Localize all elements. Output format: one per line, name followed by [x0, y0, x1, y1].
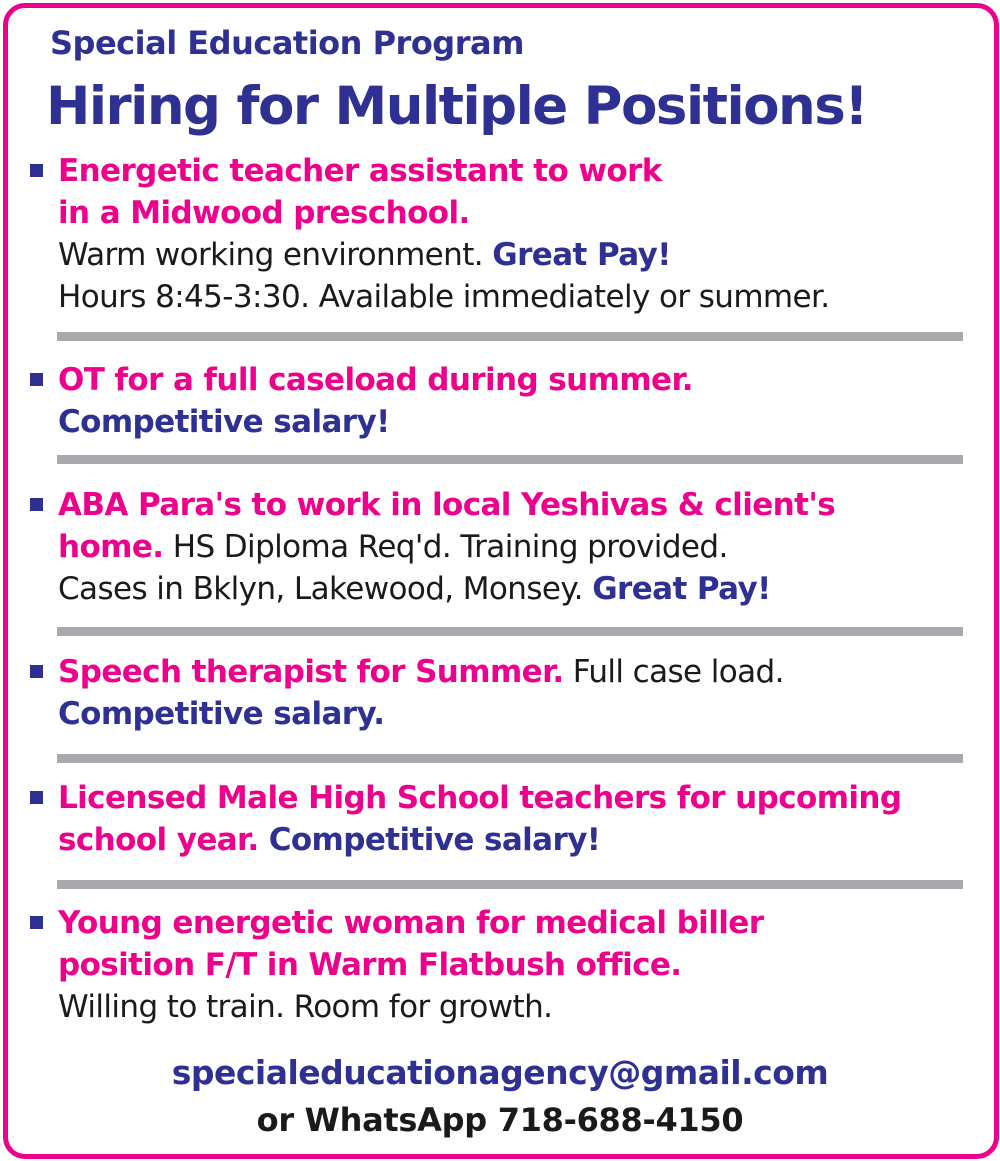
job-title: Young energetic woman for medical biller [58, 905, 764, 941]
divider [57, 880, 963, 889]
job-title-cont: in a Midwood preschool. [58, 195, 470, 231]
bullet-icon [30, 498, 43, 511]
bullet-icon [30, 665, 43, 678]
job-detail: Full case load. [563, 654, 784, 690]
contact-email[interactable]: specialeducationagency@gmail.com [171, 1053, 829, 1092]
job-title: ABA Para's to work in local Yeshivas & client's [58, 487, 836, 523]
job-highlight: Competitive salary! [258, 822, 601, 858]
job-title-cont: position F/T in Warm Flatbush office. [58, 947, 682, 983]
job-highlight: Great Pay! [492, 237, 671, 273]
bullet-icon [30, 916, 43, 929]
bullet-icon [30, 373, 43, 386]
job-title: Licensed Male High School teachers for upcoming [58, 780, 902, 816]
job-title-cont: home. [58, 529, 164, 565]
job-highlight: Great Pay! [592, 571, 771, 607]
job-title: OT for a full caseload during summer. [58, 362, 693, 398]
job-highlight: Competitive salary! [58, 404, 390, 440]
job-detail: Warm working environment. [58, 237, 493, 273]
contact-whatsapp[interactable]: or WhatsApp 718-688-4150 [256, 1101, 744, 1139]
job-title: Energetic teacher assistant to work [58, 153, 662, 189]
job-detail: Cases in Bklyn, Lakewood, Monsey. [58, 571, 593, 607]
job-highlight: Competitive salary. [58, 696, 385, 732]
job-detail: HS Diploma Req'd. Training provided. [163, 529, 728, 565]
divider [57, 627, 963, 636]
job-detail: Willing to train. Room for growth. [58, 989, 553, 1025]
divider [57, 332, 963, 341]
bullet-icon [30, 164, 43, 177]
bullet-icon [30, 791, 43, 804]
job-title-cont: school year. [58, 822, 259, 858]
job-detail: Hours 8:45-3:30. Available immediately or summer. [58, 279, 830, 315]
page-title: Hiring for Multiple Positions! [46, 76, 867, 137]
program-subtitle: Special Education Program [50, 24, 524, 62]
divider [57, 455, 963, 464]
job-title: Speech therapist for Summer. [58, 654, 564, 690]
divider [57, 754, 963, 763]
